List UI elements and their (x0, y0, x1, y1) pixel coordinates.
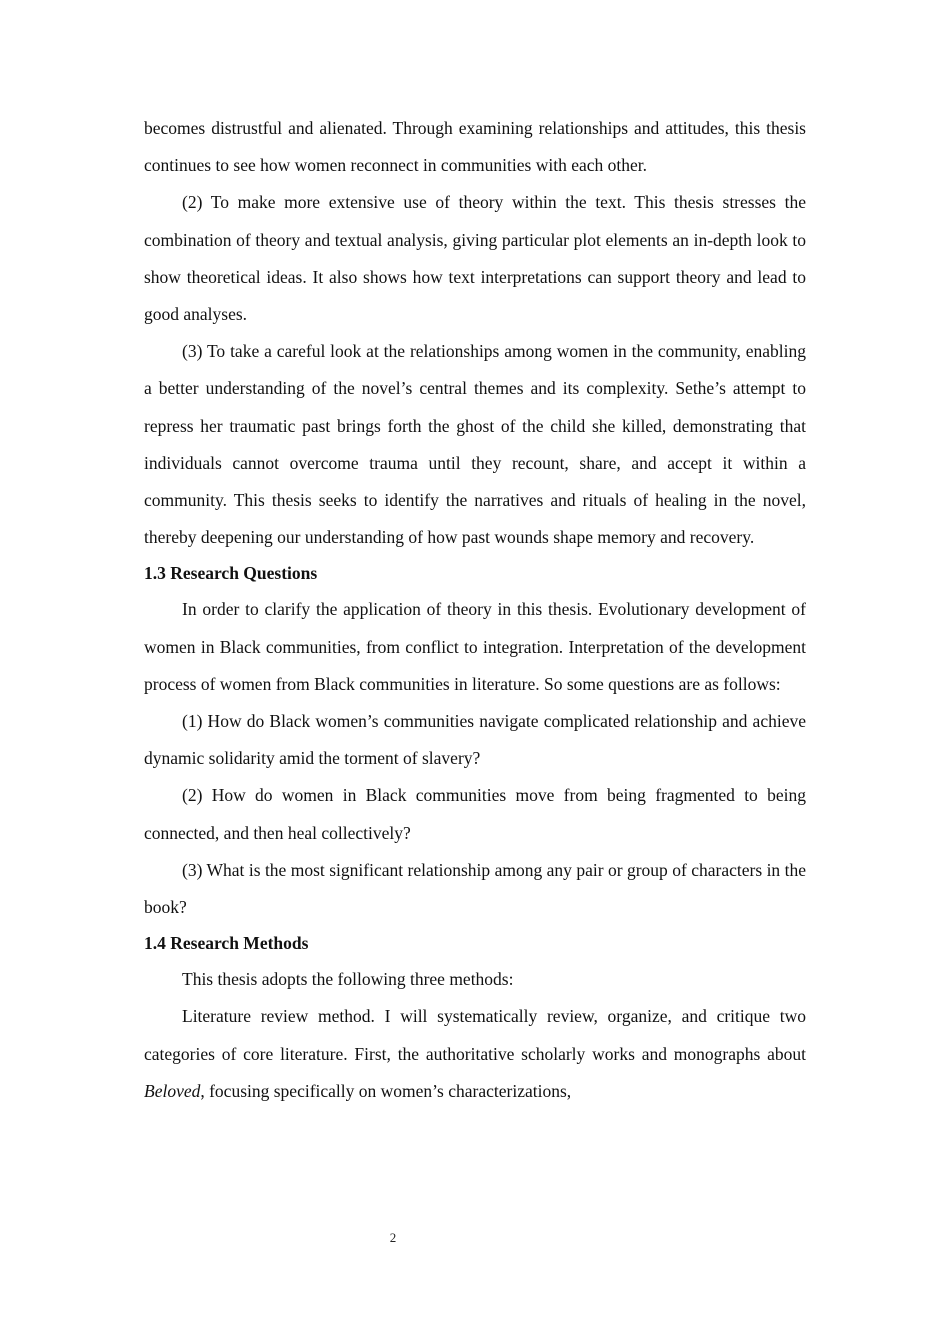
body-paragraph: (2) To make more extensive use of theory within the text. This thesis stresses the combination of theory and textual analysis, giving particular plot elements an in-depth look to show theoretical ideas. It also shows how text interpretations can support theory and lead to good analyses. (144, 192, 806, 325)
section-heading-research-questions: 1.3 Research Questions (144, 563, 318, 584)
section-heading-research-methods: 1.4 Research Methods (144, 933, 309, 954)
literature-review-text-before: Literature review method. I will systematically review, organize, and critique two categories of core literature. First, the authoritative scholarly works and monographs about (144, 1006, 806, 1064)
book-title-beloved: Beloved (144, 1080, 201, 1101)
document-page (144, 110, 806, 1110)
research-question-item: (3) What is the most significant relationship among any pair or group of characters in the book? (144, 859, 806, 918)
research-methods-intro: This thesis adopts the following three methods: (182, 969, 514, 990)
continuation-paragraph: becomes distrustful and alienated. Through examining relationships and attitudes, this thesis continues to see how women reconnect in communities with each other. (144, 118, 806, 176)
research-questions-intro: In order to clarify the application of theory in this thesis. Evolutionary development of women in Black communities, from conflict to integration. Interpretation of the development process of women from Black communities in literature. So some questions are as follows: (144, 599, 806, 694)
research-question-item: (1) How do Black women’s communities navigate complicated relationship and achieve dynamic solidarity amid the torment of slavery? (144, 711, 806, 769)
page-number: 2 (389, 1230, 397, 1245)
research-question-item: (2) How do women in Black communities move from being fragmented to being connected, and then heal collectively? (144, 785, 806, 843)
body-paragraph: (3) To take a careful look at the relationships among women in the community, enabling a better understanding of the novel’s central themes and its complexity. Sethe’s attempt to repress her traumatic past brings forth the ghost of the child she killed, demonstrating that individuals cannot overcome trauma until they recount, share, and accept it within a community. This thesis seeks to identify the narratives and rituals of healing in the novel, thereby deepening our understanding of how past wounds shape memory and recovery. (144, 341, 806, 548)
literature-review-text-after: , focusing specifically on women’s characterizations, (200, 1080, 572, 1101)
literature-review-paragraph (144, 998, 806, 1110)
